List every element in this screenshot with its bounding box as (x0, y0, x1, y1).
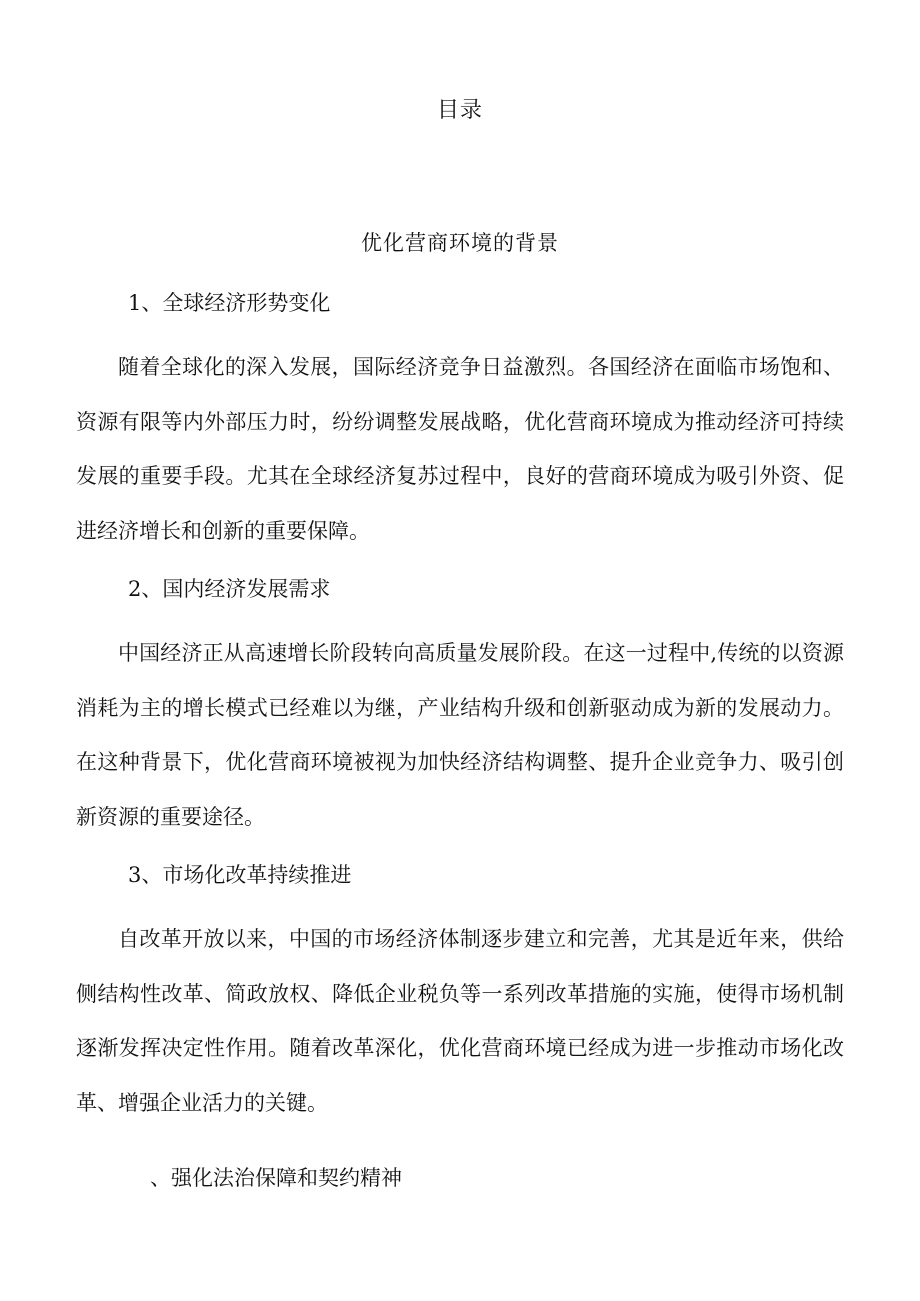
heading-rule-of-law: 、强化法治保障和契约精神 (150, 1166, 402, 1190)
section-title: 优化营商环境的背景 (361, 231, 559, 255)
paragraph-global-economy: 随着全球化的深入发展，国际经济竞争日益激烈。各国经济在面临市场饱和、资源有限等内外部压力时，纷纷调整发展战略，优化营商环境成为推动经济可持续发展的重要手段。尤其在全球经济复苏过程中，良好的营商环境成为吸引外资、促进经济增长和创新的重要保障。 (76, 355, 844, 543)
heading-domestic-demand: 2、国内经济发展需求 (128, 577, 331, 601)
toc-title: 目录 (436, 98, 483, 123)
heading-global-economy: 1、全球经济形势变化 (128, 291, 331, 315)
paragraph-domestic-demand: 中国经济正从高速增长阶段转向高质量发展阶段。在这一过程中,传统的以资源消耗为主的增长模式已经难以为继，产业结构升级和创新驱动成为新的发展动力。在这种背景下，优化营商环境被视为加快经济结构调整、提升企业竞争力、吸引创新资源的重要途径。 (76, 641, 844, 829)
paragraph-market-reform: 自改革开放以来，中国的市场经济体制逐步建立和完善，尤其是近年来，供给侧结构性改革、简政放权、降低企业税负等一系列改革措施的实施，使得市场机制逐渐发挥决定性作用。随着改革深化，优化营商环境已经成为进一步推动市场化改革、增强企业活力的关键。 (76, 927, 844, 1115)
heading-market-reform: 3、市场化改革持续推进 (128, 863, 352, 887)
